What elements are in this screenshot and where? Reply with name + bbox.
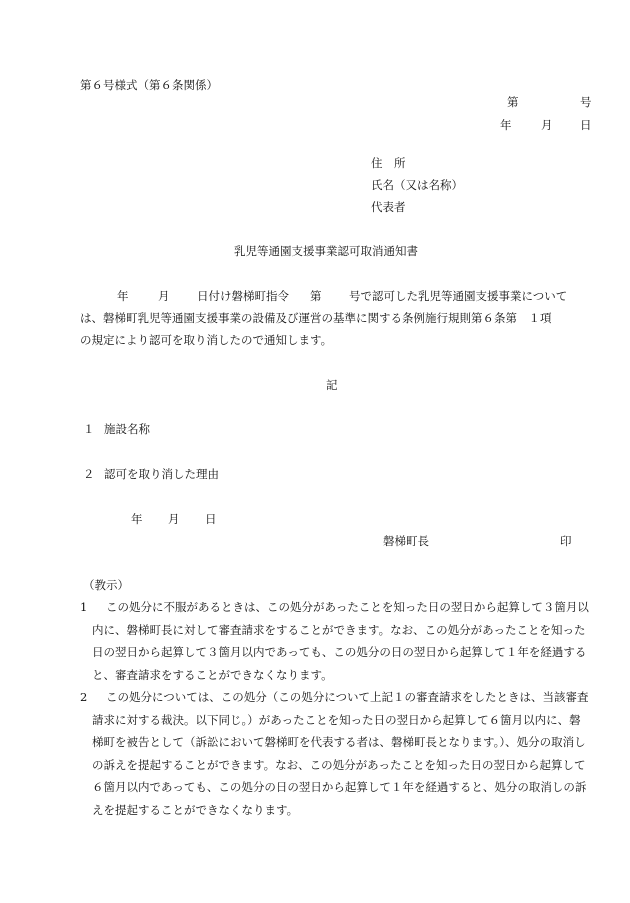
body-number-rest: 号で認可した乳児等通園支援事業について <box>349 289 568 303</box>
header-date-day: 日 <box>580 118 592 132</box>
recipient-address: 住 所 <box>371 156 406 170</box>
document-title: 乳児等通園支援事業認可取消通知書 <box>234 244 418 258</box>
body-month: 月 <box>158 289 170 303</box>
notice-heading: （教示） <box>83 578 129 592</box>
sign-date-month: 月 <box>168 512 180 526</box>
notice-item-number: 2 <box>80 690 88 704</box>
notice-item-1 <box>80 596 590 686</box>
notice-item-2 <box>80 686 590 821</box>
sign-date-day: 日 <box>205 512 217 526</box>
item-number: １ <box>83 422 95 436</box>
sign-date-year: 年 <box>131 512 143 526</box>
doc-number-prefix: 第 <box>507 95 519 109</box>
issuer-name: 磐梯町長 <box>383 534 429 548</box>
recipient-name: 氏名（又は名称） <box>371 178 463 192</box>
header-date-year: 年 <box>500 118 512 132</box>
seal-mark: 印 <box>560 534 572 548</box>
notice-item-text: この処分に不服があるときは、この処分があったことを知った日の翌日から起算して３箇月以内に、磐梯町長に対して審査請求をすることができます。なお、この処分があったことを知った日の翌日から起算して３箇月以内であっても、この処分の日の翌日から起算して１年を経過すると、審査請求をすることができなくなります。 <box>92 600 589 682</box>
form-label: 第６号様式（第６条関係） <box>80 78 218 92</box>
body-date-ref: 日付け磐梯町指令 <box>197 289 289 303</box>
header-date-month: 月 <box>541 118 553 132</box>
recipient-representative: 代表者 <box>371 200 406 214</box>
item-label-facility: 施設名称 <box>104 422 150 436</box>
item-label-reason: 認可を取り消した理由 <box>104 467 219 481</box>
body-number-prefix: 第 <box>310 289 322 303</box>
body-year: 年 <box>117 289 129 303</box>
notice-item-number: 1 <box>80 600 88 614</box>
doc-number-suffix: 号 <box>580 95 592 109</box>
body-line-2: は、磐梯町乳児等通園支援事業の設備及び運営の基準に関する条例施行規則第６条第 １項 <box>80 311 552 325</box>
body-line-3: の規定により認可を取り消したので通知します。 <box>80 333 333 347</box>
notice-item-text: この処分については、この処分（この処分について上記１の審査請求をしたときは、当該審査請求に対する裁決。以下同じ。）があったことを知った日の翌日から起算して６箇月以内に、磐梯町を被告として（訴訟において磐梯町を代表する者は、磐梯町長となります。）、処分の取消しの訴えを提起することができます。なお、この処分があったことを知った日の翌日から起算して６箇月以内であっても、この処分の日の翌日から起算して１年を経過すると、処分の取消しの訴えを提起することができなくなります。 <box>92 690 589 817</box>
item-number: ２ <box>83 467 95 481</box>
ki-heading: 記 <box>326 378 338 392</box>
